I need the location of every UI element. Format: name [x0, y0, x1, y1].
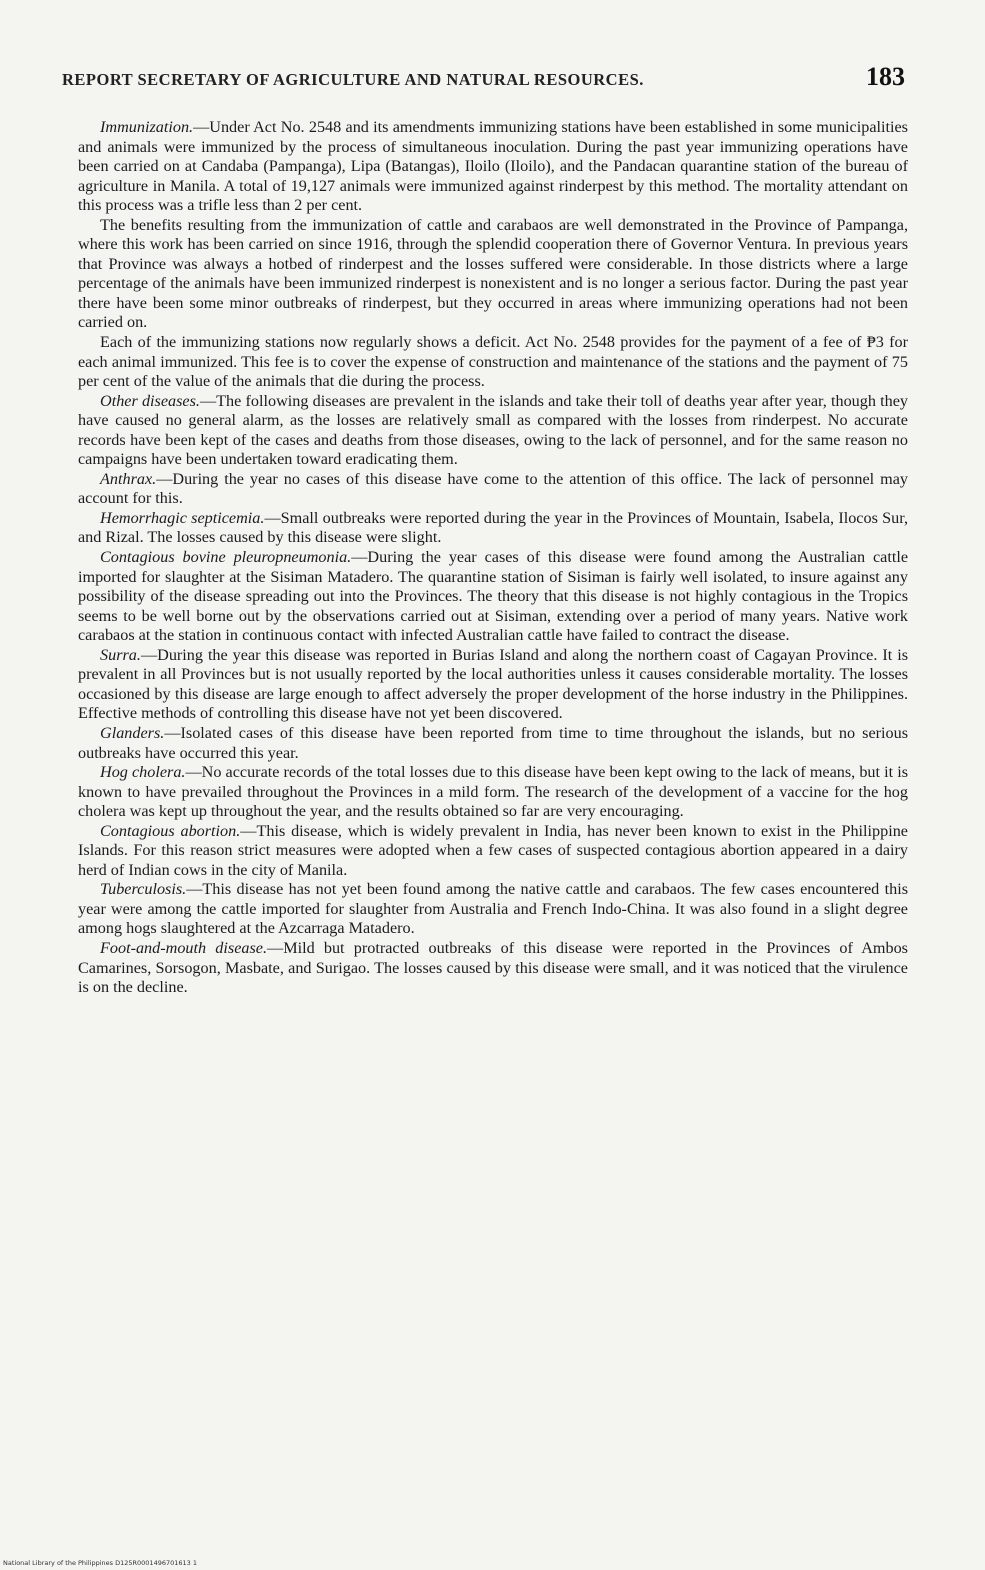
- paragraph-heading: Immunization.: [100, 118, 194, 136]
- paragraph-text: Each of the immunizing stations now regularly shows a deficit. Act No. 2548 provides for the payment of a fee of ₱3 for each animal immunized. This fee is to cover the expense of construction and maintenance of the stations and the payment of 75 per cent of the value of the animals that die during the process.: [78, 333, 908, 391]
- paragraph: [78, 646, 908, 724]
- paragraph: [78, 548, 908, 646]
- paragraph-heading: Hemorrhagic septicemia.: [100, 508, 265, 527]
- paragraph-heading: Surra.: [100, 645, 141, 664]
- paragraph-text: —This disease has not yet been found among the native cattle and carabaos. The few cases encountered this year were among the cattle imported for slaughter from Australia and French Indo-China. It was also found in a slight degree among hogs slaughtered at the Azcarraga Matadero.: [78, 880, 908, 938]
- page-header: [62, 62, 905, 96]
- paragraph-heading: Foot-and-mouth disease.: [100, 938, 267, 957]
- paragraph-text: —The following diseases are prevalent in the islands and take their toll of deaths year after year, though they have caused no general alarm, as the losses are relatively small as compared with the losses from rinderpest. No accurate records have been kept of the cases and deaths from those diseases, owing to the lack of personnel, and for the same reason no campaigns have been undertaken toward eradicating them.: [78, 391, 908, 469]
- paragraph-heading: Other diseases.: [100, 391, 200, 410]
- paragraph-text: —Small outbreaks were reported during the year in the Provinces of Mountain, Isabela, Ilocos Sur, and Rizal. The losses caused by this disease were slight.: [78, 508, 909, 547]
- paragraph-heading: Anthrax.: [100, 469, 157, 488]
- paragraph: [78, 470, 908, 509]
- paragraph-text: —This disease, which is widely prevalent in India, has never been known to exist in the Philippine Islands. For this reason strict measures were adopted when a few cases of suspected contagious abortion appeared in a dairy herd of Indian cows in the city of Manila.: [78, 821, 908, 879]
- scan-footer: National Library of the Philippines D125R0001496701613 1: [3, 1559, 197, 1567]
- paragraph: [78, 939, 908, 998]
- paragraph-text: —Isolated cases of this disease have been reported from time to time throughout the islands, but no serious outbreaks have occurred this year.: [78, 723, 908, 762]
- paragraph-text: —No accurate records of the total losses due to this disease have been kept owing to the lack of means, but it is known to have prevailed throughout the Provinces in a mild form. The research of the development of a vaccine for the hog cholera was kept up throughout the year, and the results obtained so far are very encouraging.: [78, 763, 908, 821]
- paragraph-text: —Mild but protracted outbreaks of this disease were reported in the Provinces of Ambos Camarines, Sorsogon, Masbate, and Surigao. The losses caused by this disease were small, and it was noticed that the virulence is on the decline.: [78, 938, 908, 997]
- paragraph-text: —During the year no cases of this disease have come to the attention of this office. The lack of personnel may account for this.: [78, 469, 908, 508]
- paragraph: [78, 392, 908, 470]
- paragraph: [78, 822, 908, 881]
- paragraph-heading: Hog cholera.: [100, 763, 186, 782]
- paragraph-text: —During the year cases of this disease were found among the Australian cattle imported for slaughter at the Sisiman Matadero. The quarantine station of Sisiman is fairly well isolated, to insure against any possibility of the disease spreading out into the Provinces. The theory that this disease is not highly contagious in the Tropics seems to be well borne out by the observations carried out at Sisiman, extending over a period of many years. Native work carabaos at the station in continuous contact with infected Australian cattle have failed to contract the disease.: [78, 548, 908, 645]
- paragraph-heading: Glanders.: [100, 723, 165, 742]
- paragraph: [78, 880, 908, 939]
- body-text: [78, 118, 908, 998]
- paragraph: [78, 216, 908, 333]
- page-number: 183: [866, 62, 905, 91]
- paragraph-text: —During the year this disease was reported in Burias Island and along the northern coast of Cagayan Province. It is prevalent in all Provinces but is not usually reported by the local authorities unless it causes considerable mortality. The losses occasioned by this disease are large enough to affect adversely the proper development of the horse industry in the Philippines. Effective methods of controlling this disease have not yet been discovered.: [78, 645, 908, 723]
- paragraph-heading: Contagious abortion.: [100, 821, 241, 840]
- paragraph-heading: Contagious bovine pleuropneumonia.: [100, 548, 352, 567]
- paragraph-text: The benefits resulting from the immunization of cattle and carabaos are well demonstrated in the Province of Pampanga, where this work has been carried on since 1916, through the splendid cooperation there of Governor Ventura. In previous years that Province was always a hotbed of rinderpest and the losses suffered were considerable. In those districts where a large percentage of the animals have been immunized rinderpest is nonexistent and is no longer a serious factor. During the past year there have been some minor outbreaks of rinderpest, but they occurred in areas where immunizing operations had not been carried on.: [78, 215, 908, 332]
- paragraph: [78, 333, 908, 392]
- paragraph-text: —Under Act No. 2548 and its amendments immunizing stations have been established in some municipalities and animals were immunized by the process of simultaneous inoculation. During the past year immunizing operations have been carried on at Candaba (Pampanga), Lipa (Batangas), Iloilo (Iloilo), and the Pandacan quarantine station of the bureau of agriculture in Manila. A total of 19,127 animals were immunized against rinderpest by this method. The mortality attendant on this process was a trifle less than 2 per cent.: [78, 118, 908, 215]
- paragraph-heading: Tuberculosis.: [100, 880, 187, 899]
- running-head: REPORT SECRETARY OF AGRICULTURE AND NATURAL RESOURCES.: [62, 70, 644, 89]
- paragraph: [78, 724, 908, 763]
- paragraph: [78, 509, 908, 548]
- paragraph: [78, 763, 908, 822]
- paragraph: [78, 118, 908, 216]
